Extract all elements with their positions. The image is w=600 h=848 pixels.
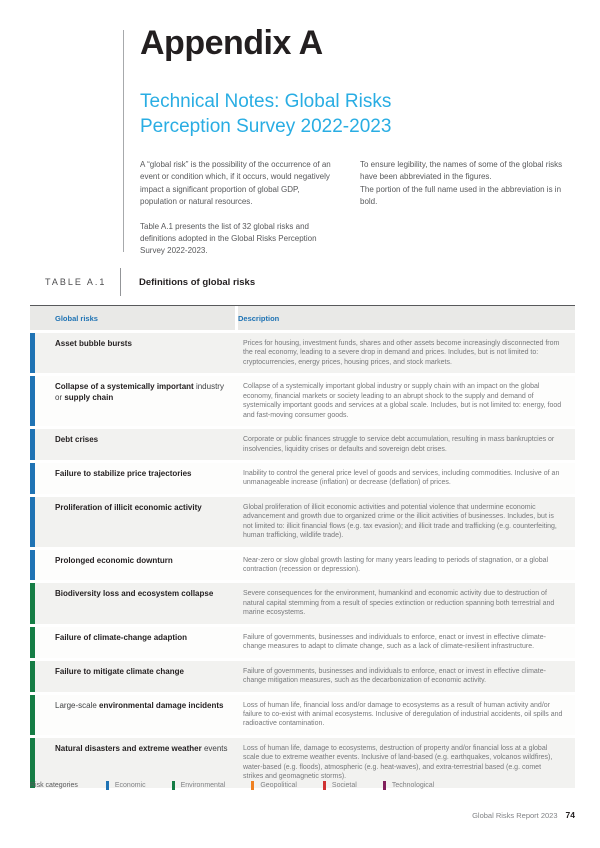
risk-name-segment: Biodiversity loss and ecosystem collapse xyxy=(55,589,214,599)
risk-name-segment: Debt crises xyxy=(55,435,99,445)
risk-name xyxy=(35,550,243,581)
societal-color-swatch xyxy=(323,781,326,790)
risk-description: Loss of human life, damage to ecosystems, destruction of property and/or financial loss at a global scale due to extreme weather events. Inclusive of land-based (e.g. earthquakes, volcanos wildfires), water-based (e.g. floods), atmospheric (e.g. heat-waves), and extra-terrestrial based (e.g. comet strikes and geomagnetic storms). xyxy=(243,744,553,781)
intro-text xyxy=(140,159,572,258)
risk-name-segment: industry or xyxy=(55,382,224,403)
risk-name xyxy=(35,333,243,373)
technological-color-swatch xyxy=(383,781,386,790)
table-row xyxy=(30,463,575,494)
intro-column-left xyxy=(140,159,336,258)
risk-description: Severe consequences for the environment, humankind and economic activity due to destruction of natural capital stemming from a result of species extinction or reduction spanning both terrestrial and marine ecosystems. xyxy=(243,590,555,617)
page-title: Appendix A xyxy=(140,24,323,62)
column-header-description: Description xyxy=(238,313,280,323)
table-row xyxy=(30,627,575,658)
page-subtitle: Technical Notes: Global Risks Perception Survey 2022-2023 xyxy=(140,91,392,137)
caption-divider xyxy=(120,268,121,296)
risk-description: Inability to control the general price level of goods and services, including commodities. Inclusive of an unmanageable increase (inflation) or decrease (deflation) of prices. xyxy=(243,469,560,487)
legend-item-label: Environmental xyxy=(180,782,226,789)
table-row xyxy=(30,550,575,581)
risk-name-segment: Collapse of a systemically important xyxy=(55,382,196,392)
environmental-color-swatch xyxy=(172,781,175,790)
risk-name-segment: Large-scale xyxy=(55,700,100,710)
risk-name-segment: Failure to mitigate climate change xyxy=(55,666,184,676)
geopolitical-color-swatch xyxy=(251,781,254,790)
legend-item-technological xyxy=(383,781,434,790)
risk-name-segment: events xyxy=(203,743,228,753)
definitions-table xyxy=(30,305,575,791)
table-title: Definitions of global risks xyxy=(139,276,256,288)
legend-item-label: Societal xyxy=(331,782,357,789)
risk-name-segment: Prolonged economic downturn xyxy=(55,555,173,565)
risk-description: Near-zero or slow global growth lasting for many years leading to periods of stagnation, or a global contraction (recession or depression). xyxy=(243,556,549,573)
risk-description: Loss of human life, financial loss and/or damage to ecosystems as a result of human activity and/or failure to co-exist with animal ecosystems. Inclusive of deregulation of industrial accidents, oil spills and radioactive contamination. xyxy=(243,701,563,728)
risk-name xyxy=(35,463,243,494)
intro-paragraph: Table A.1 presents the list of 32 global risks and definitions adopted in the Global Risks Perception Survey 2022-2023. xyxy=(140,221,317,256)
intro-paragraph: The portion of the full name used in the abbreviation is in bold. xyxy=(360,184,562,207)
table-caption xyxy=(45,268,255,296)
table-row xyxy=(30,376,575,426)
legend-item-geopolitical xyxy=(251,781,297,790)
risk-name-segment: Failure to stabilize price trajectories xyxy=(55,468,192,478)
risk-name xyxy=(35,661,243,692)
legend-label: Risk categories xyxy=(30,782,78,789)
risk-name-segment: Proliferation of illicit economic activity xyxy=(55,502,202,512)
risk-name-segment: Failure of climate-change adaption xyxy=(55,632,188,642)
intro-column-right xyxy=(360,159,572,258)
legend-item-societal xyxy=(323,781,357,790)
page-number: 74 xyxy=(565,810,575,820)
table-row xyxy=(30,661,575,692)
table-row xyxy=(30,583,575,623)
risk-description: Prices for housing, investment funds, shares and other assets become increasingly disconnected from the real economy, leading to a severe drop in demand and prices. Includes, but is not limited to: cryptocurrencies, energy prices, housing prices, and stock markets. xyxy=(243,340,560,366)
intro-paragraph: A “global risk” is the possibility of the occurrence of an event or condition which, if it occurs, would negatively impact a significant proportion of global GDP, population or natural resources. xyxy=(140,160,331,207)
report-title: Global Risks Report 2023 xyxy=(472,811,558,820)
risk-description: Collapse of a systemically important global industry or supply chain with an impact on the global economy, financial markets or society leading to an abrupt shock to the supply and demand of systemically important goods and services at a global scale. Includes, but is not limited to: energy, food and fast-moving consumer goods. xyxy=(243,383,562,419)
legend-item-label: Economic xyxy=(114,782,146,789)
page-footer xyxy=(472,810,575,820)
table-row xyxy=(30,695,575,735)
table-body xyxy=(30,333,575,788)
risk-description: Global proliferation of illicit economic activities and potential violence that undermine economic advancement and growth due to organized crime or the illicit activities of businesses. Includes, but is not limited to: illicit financial flows (e.g. tax evasion); and illicit trade and trafficking (e.g. counterfeiting, human trafficking, wildlife trade). xyxy=(243,503,557,540)
legend-item-label: Geopolitical xyxy=(260,782,297,789)
risk-name xyxy=(35,627,243,658)
table-number-label: TABLE A.1 xyxy=(45,277,107,287)
risk-name xyxy=(35,376,243,426)
risk-description: Corporate or public finances struggle to service debt accumulation, resulting in mass bankruptcies or insolvencies, liquidity crises or defaults and sovereign debt crises. xyxy=(243,436,555,453)
legend-item-label: Technological xyxy=(391,782,435,789)
table-row xyxy=(30,333,575,373)
legend-item-environmental xyxy=(172,781,226,790)
legend-item-economic xyxy=(106,781,146,790)
risk-name xyxy=(35,429,243,460)
risk-name-segment: Asset bubble bursts xyxy=(55,339,132,348)
legend-items xyxy=(106,781,460,790)
column-header-global-risks: Global risks xyxy=(30,306,238,330)
risk-name xyxy=(35,497,243,547)
risk-description: Failure of governments, businesses and individuals to enforce, enact or invest in effective climate-change measures to adapt to climate change, such as a lack of climate-resilient infrastructure. xyxy=(243,633,546,651)
title-left-rule xyxy=(123,30,124,252)
risk-name-segment: environmental damage incidents xyxy=(99,700,224,710)
risk-name xyxy=(35,695,243,735)
table-header-row xyxy=(30,305,575,330)
risk-description: Failure of governments, businesses and individuals to enforce, enact or invest in effective climate-change mitigation measures, such as the decarbonization of economic activity. xyxy=(243,667,546,685)
risk-categories-legend xyxy=(30,781,460,790)
table-row xyxy=(30,429,575,460)
risk-name xyxy=(35,583,243,623)
intro-paragraph: To ensure legibility, the names of some of the global risks have been abbreviated in the figures. xyxy=(360,160,563,182)
risk-name-segment: Natural disasters and extreme weather xyxy=(55,743,204,753)
table-row xyxy=(30,497,575,547)
economic-color-swatch xyxy=(106,781,109,790)
risk-name-segment: supply chain xyxy=(64,393,114,403)
